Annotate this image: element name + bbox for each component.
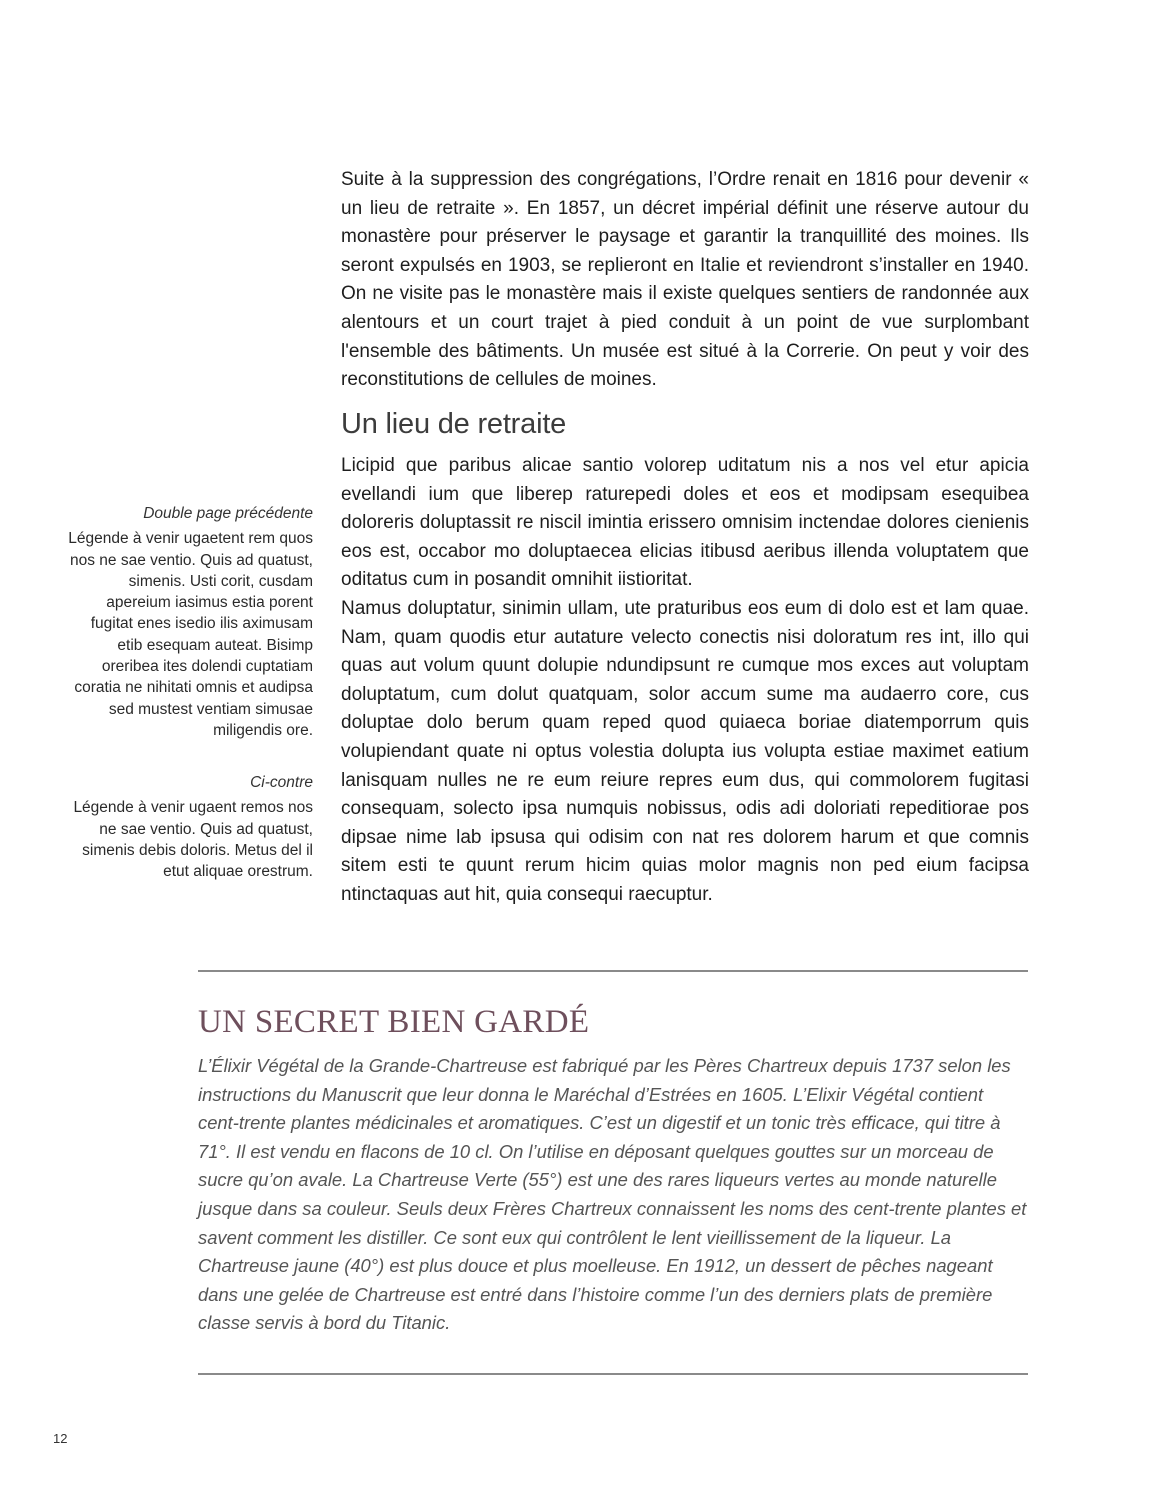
box-title: UN SECRET BIEN GARDÉ — [198, 1004, 590, 1040]
caption-opposite — [62, 772, 313, 882]
section-body — [341, 452, 1029, 910]
caption-text: Légende à venir ugaetent rem quos nos ne sae ventio. Quis ad quatust, simenis. Usti corit, cusdam apereium iasimus estia porent fugitat enes isedio ilis aximusam etib esequam auteat. Bisimp oreribea ites dolendi cuptatiam coratia ne nihitati omnis et audipsa sed mustest ventiam simusae miligendis ore. — [68, 530, 313, 739]
caption-title: Ci-contre — [250, 774, 313, 791]
box-bottom-rule — [198, 1373, 1028, 1375]
section-paragraph-1: Licipid que paribus alicae santio volorep uditatum nis a nos vel etur apicia evellandi ium que liberep raturepedi doles et eos et modipsam esequibea doloreris doluptassit re niscil imintia erissero omnisim inctendae dolores cienienis eos est, occabor mo doluptaecea elicias itibusd aeribus illenda voluptatem que oditatus cum in posandit omnihit iistioritat. — [341, 455, 1029, 591]
box-text: L’Élixir Végétal de la Grande-Chartreuse est fabriqué par les Pères Chartreux depuis 1737 selon les instructions du Manuscrit que leur donna le Maréchal d’Estrées en 1605. L’Elixir Végétal contient cent-trente plantes médicinales et aromatiques. C’est un digestif et un tonic très efficace, qui titre à 71°. Il est vendu en flacons de 10 cl. On l’utilise en déposant quelques gouttes sur un morceau de sucre qu’on avale. La Chartreuse Verte (55°) est une des rares liqueurs vertes au monde naturelle jusque dans sa couleur. Seuls deux Frères Chartreux connaissent les noms des cent-trente plantes et savent comment les distiller. Ce sont eux qui contrôlent le lent vieillissement de la liqueur. La Chartreuse jaune (40°) est plus douce et plus moelleuse. En 1912, un dessert de pêches nageant dans une gelée de Chartreuse est entré dans l’histoire comme l’un des derniers plats de première classe servis à bord du Titanic. — [198, 1055, 1027, 1334]
page-number: 12 — [53, 1431, 68, 1446]
caption-title: Double page précédente — [143, 505, 313, 522]
section-paragraph-2: Namus doluptatur, sinimin ullam, ute praturibus eos eum di dolo est et lam quae. Nam, quam quodis etur autature velecto conectis nisi doloratum res int, illo qui quas aut volum quunt dolupie ndundipsunt re cumque mos exces aut voluptam doluptatum, cum dolut quatquam, solor accum sume ma audaerro core, cus doluptae dolo berum quam reped quod quiaeca boriae diatemporrum quis volupiendant quate ni optus volestia dolupta ius volupta estiae maximet eatium lanisquam nulles ne re eum reiure repres eum dus, qui commolorem fugitasi consequam, solecto ipsa numquis nobissus, odis adi doloriati repeditiorae pos dipsae nime lab ipsusa qui odisim con nat res dolorem harum et que comnis sitem esti te quunt rerum hicim quias molor magnis non ped eium facipsa ntinctaquas aut hit, quia consequi raecuptur. — [341, 597, 1029, 905]
caption-previous-spread — [62, 503, 313, 741]
box-top-rule — [198, 970, 1028, 972]
caption-text: Légende à venir ugaent remos nos ne sae ventio. Quis ad quatust, simenis debis doloris. Metus del il etut aliquae orestrum. — [73, 799, 313, 881]
intro-paragraph: Suite à la suppression des congrégations, l’Ordre renait en 1816 pour devenir « un lieu de retraite ». En 1857, un décret impérial définit une réserve autour du monastère pour préserver le paysage et garantir la tranquillité des moines. Ils seront expulsés en 1903, se replieront en Italie et reviendront s’installer en 1940. On ne visite pas le monastère mais il existe quelques sentiers de randonnée aux alentours et un court trajet à pied conduit à un point de vue surplombant l'ensemble des bâtiments. Un musée est situé à la Correrie. On peut y voir des reconstitutions de cellules de moines. — [341, 169, 1029, 391]
section-heading: Un lieu de retraite — [341, 408, 567, 440]
intro-text-block — [341, 166, 1029, 395]
